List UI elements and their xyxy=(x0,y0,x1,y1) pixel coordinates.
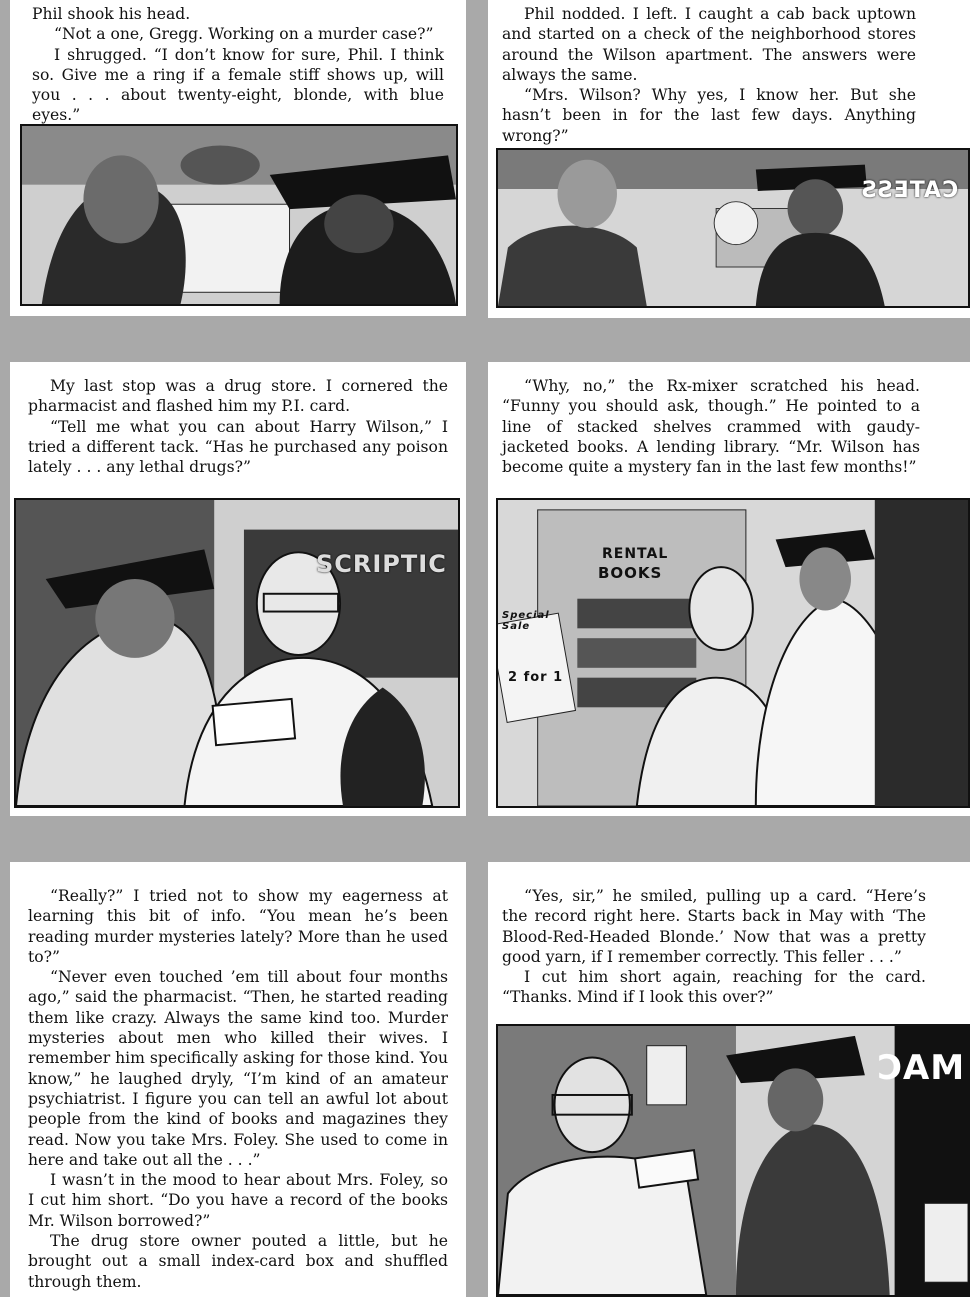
panel-6-illustration xyxy=(496,1024,970,1297)
pharmacist-and-detective-drawing xyxy=(16,500,458,806)
caption-paragraph: “Not a one, Gregg. Working on a murder case?” xyxy=(54,25,434,44)
caption-paragraph: I shrugged. “I don’t know for sure, Phil. I think so. Give me a ring if a female stiff shows up, will you . . . about twenty-eight, blonde, with blue eyes.” xyxy=(32,45,444,125)
comic-panel-3 xyxy=(10,362,466,816)
caption-paragraph: “Why, no,” the Rx-mixer scratched his head. “Funny you should ask, though.” He pointed to a line of stacked shelves crammed with gaudy-jacketed books. A lending library. “Mr. Wilson has become quite a mystery fan in the last few months!” xyxy=(502,377,920,477)
panel-6-caption xyxy=(488,886,970,1008)
prescription-sign-text: SCRIPTIC xyxy=(316,550,447,578)
panel-2-caption xyxy=(488,4,970,146)
caption-paragraph: “Really?” I tried not to show my eagerness at learning this bit of info. “You mean he’s been reading murder mysteries lately? More than he used to?” xyxy=(28,887,448,966)
panel-3-illustration xyxy=(14,498,460,808)
comic-panel-5 xyxy=(10,862,466,1297)
caption-paragraph: “Mrs. Wilson? Why yes, I know her. But she hasn’t been in for the last few days. Anything wrong?” xyxy=(502,86,916,145)
caption-paragraph: I cut him short again, reaching for the card. “Thanks. Mind if I look this over?” xyxy=(502,968,926,1007)
caption-paragraph: “Tell me what you can about Harry Wilson,” I tried a different tack. “Has he purchased any poison lately . . . any lethal drugs?” xyxy=(28,417,448,477)
panel-4-illustration xyxy=(496,498,970,808)
comic-panel-1 xyxy=(10,0,466,316)
caption-paragraph: My last stop was a drug store. I cornered the pharmacist and flashed him my P.I. card. xyxy=(28,377,448,416)
detectives-at-desk-drawing xyxy=(22,126,456,304)
special-sale-sign-text: Special Sale xyxy=(502,610,550,632)
comic-panel-2 xyxy=(488,0,970,318)
caption-paragraph: I wasn’t in the mood to hear about Mrs. Foley, so I cut him short. “Do you have a record of the books Mr. Wilson borrowed?” xyxy=(28,1171,448,1230)
panel-3-caption xyxy=(10,376,466,477)
panel-4-caption xyxy=(488,376,970,477)
caption-paragraph: “Yes, sir,” he smiled, pulling up a card. “Here’s the record right here. Starts back in May with ‘The Blood-Red-Headed Blonde.’ Now that was a pretty good yarn, if I remember correctly. This feller . . .” xyxy=(502,887,926,966)
deli-sign-text: CATESS xyxy=(859,178,958,203)
panel-1-illustration xyxy=(20,124,458,306)
delicatessen-counter-drawing xyxy=(498,150,968,306)
books-sign-text: BOOKS xyxy=(598,564,663,582)
rental-sign-text: RENTAL xyxy=(602,546,669,562)
rental-library-drawing xyxy=(498,500,968,806)
two-for-one-sign-text: 2 for 1 xyxy=(508,670,564,685)
comic-panel-6 xyxy=(488,862,970,1297)
panel-1-caption xyxy=(10,4,466,126)
store-window-sign-text: MAC xyxy=(875,1048,964,1088)
caption-paragraph: Phil nodded. I left. I caught a cab back uptown and started on a check of the neighborhood stores around the Wilson apartment. The answers were always the same. xyxy=(502,5,916,84)
caption-paragraph: Phil shook his head. xyxy=(32,5,191,23)
caption-paragraph: The drug store owner pouted a little, but he brought out a small index-card box and shuffled through them. xyxy=(28,1232,448,1291)
comic-panel-4 xyxy=(488,362,970,816)
panel-2-illustration xyxy=(496,148,970,308)
caption-paragraph: “Never even touched ’em till about four months ago,” said the pharmacist. “Then, he started reading them like crazy. Always the same kind too. Murder mysteries about men who killed their wives. I remember him specifically asking for those kind. You know,” he laughed dryly, “I’m kind of an amateur psychiatrist. I figure you can tell an awful lot about people from the kind of books and magazines they read. Now you take Mrs. Foley. She used to come in here and take out all the . . .” xyxy=(28,968,448,1169)
panel-5-caption xyxy=(10,886,466,1292)
